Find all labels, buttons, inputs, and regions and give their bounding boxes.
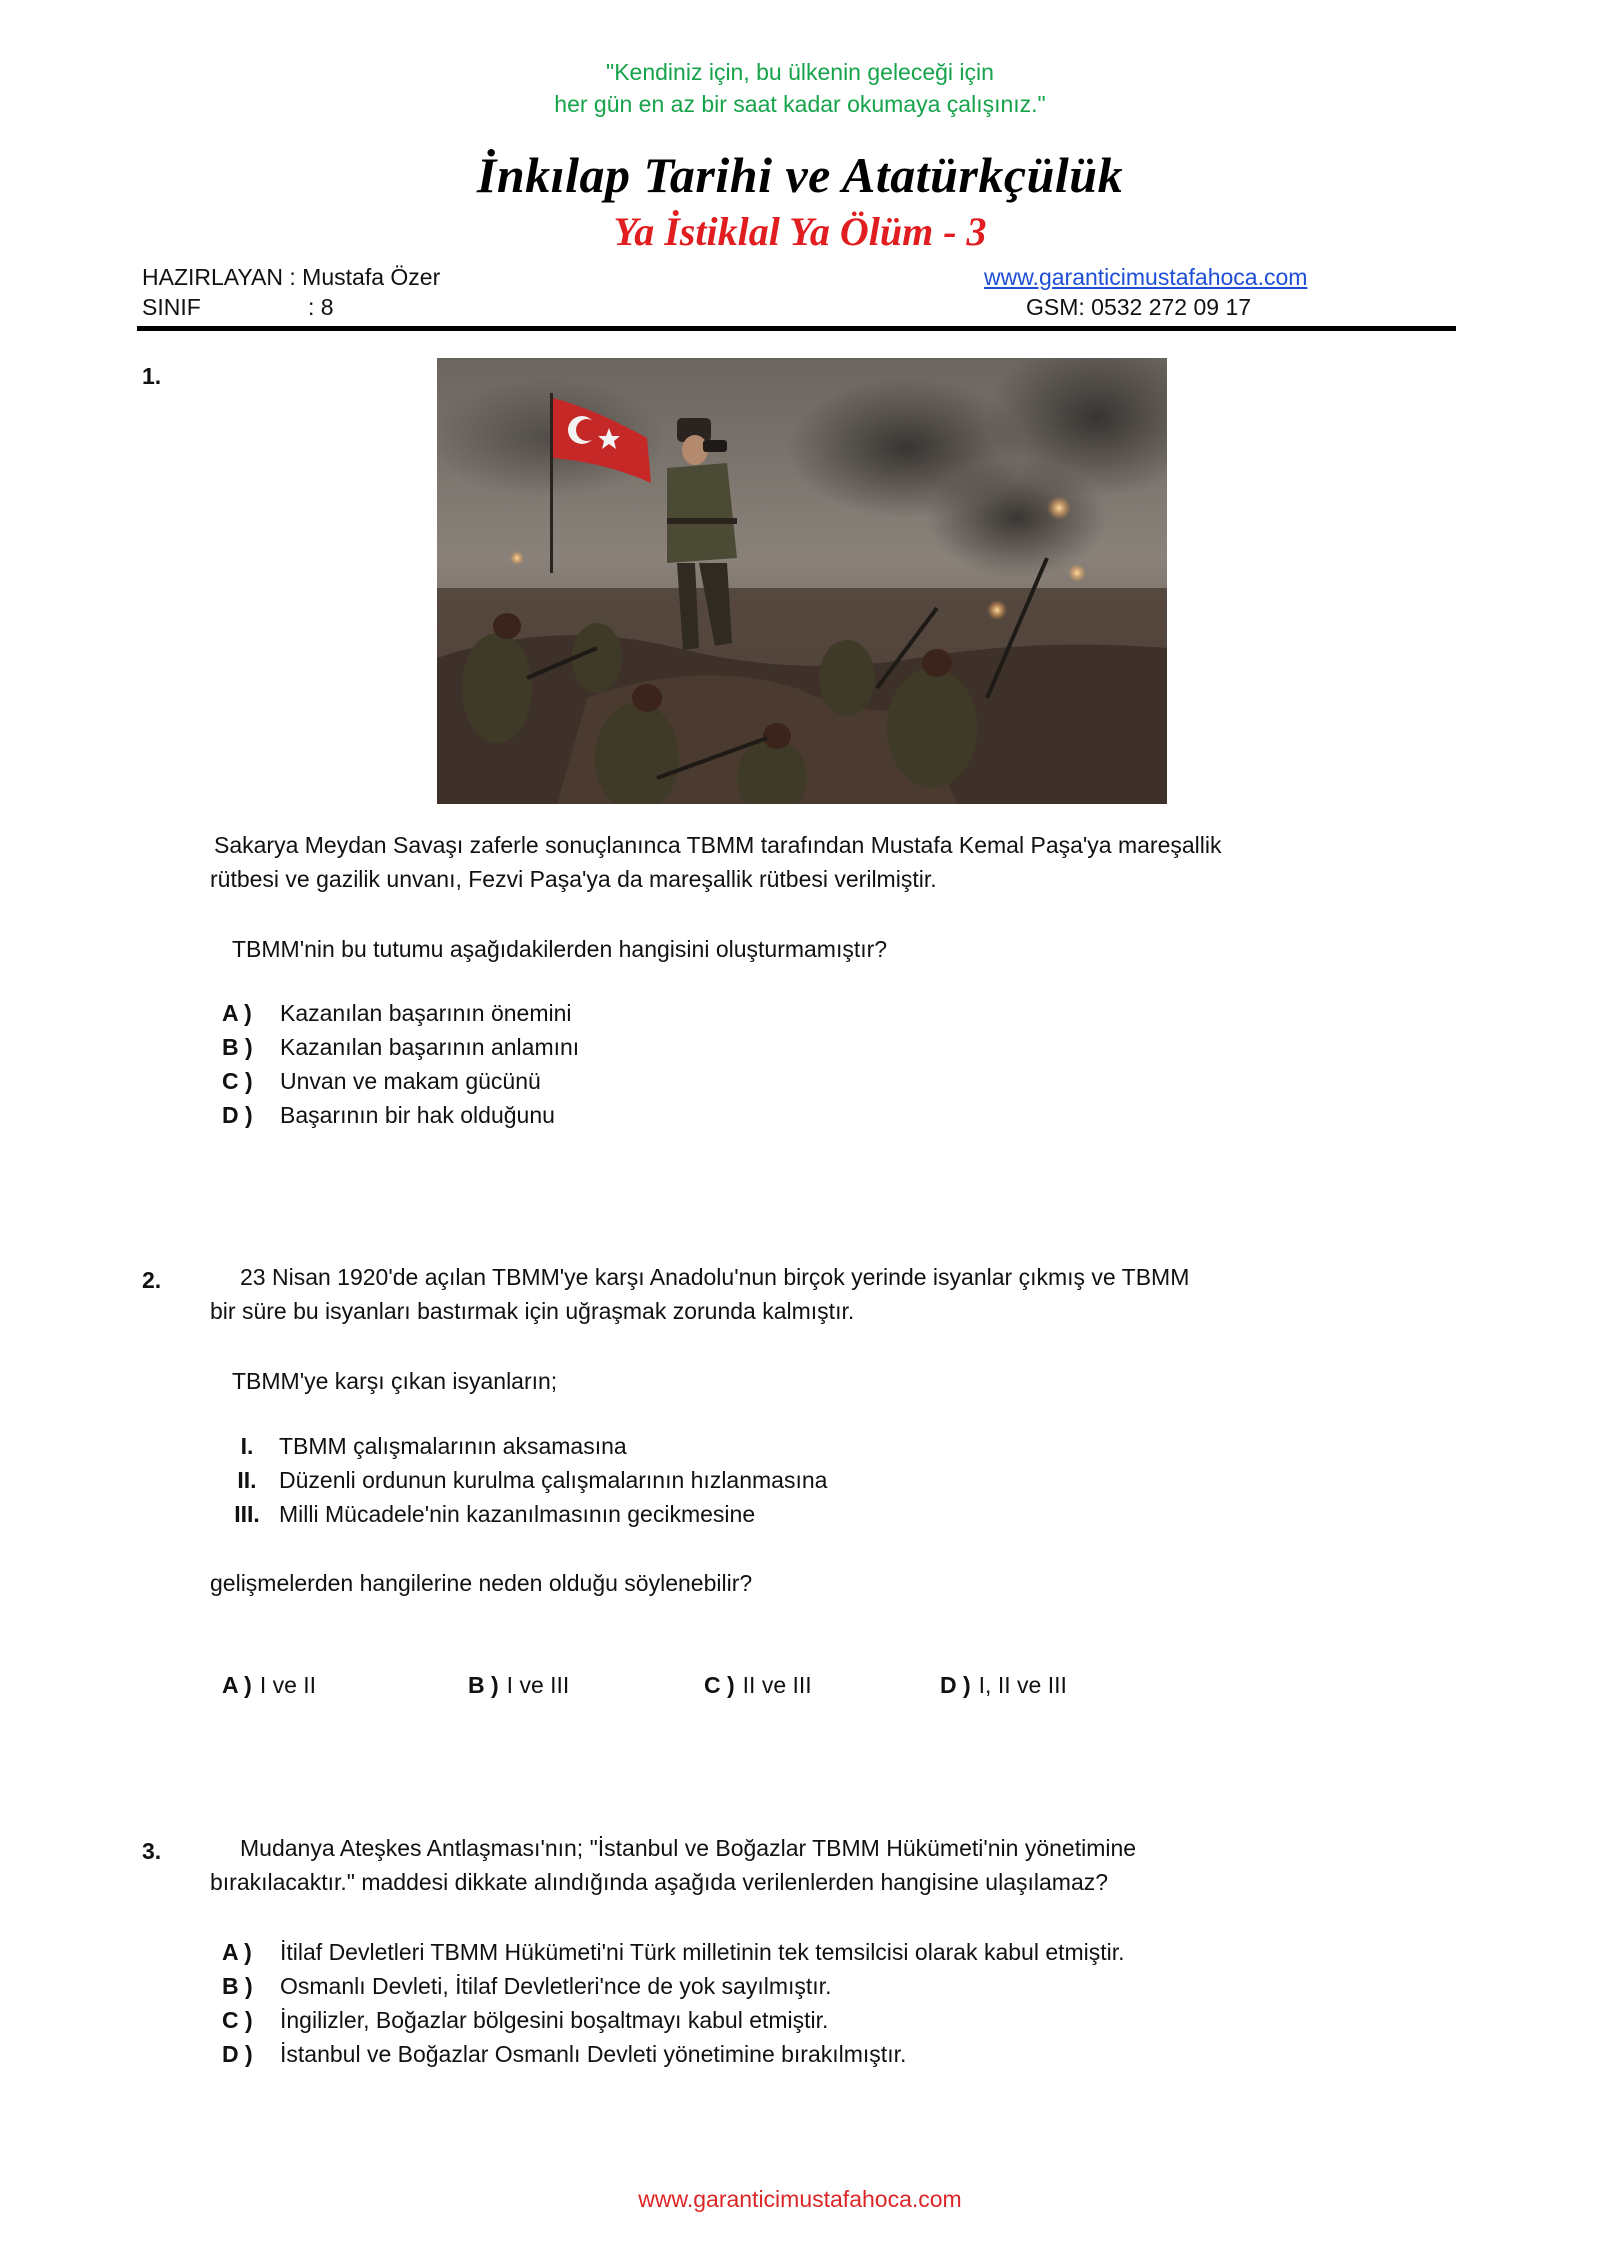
question-1-option-d[interactable] [222,1098,555,1132]
statement-text: TBMM çalışmalarının aksamasına [279,1433,627,1459]
question-1-stem-line-2: rütbesi ve gazilik unvanı, Fezvi Paşa'ya da mareşallik rütbesi verilmiştir. [210,866,937,892]
question-2-option-d[interactable] [940,1668,1067,1702]
option-text: Kazanılan başarının önemini [280,1000,572,1026]
question-2-statement-ii [215,1463,827,1497]
question-2-stem-line-1: 23 Nisan 1920'de açılan TBMM'ye karşı Anadolu'nun birçok yerinde isyanlar çıkmış ve TBMM [240,1264,1190,1290]
question-3-option-d[interactable] [222,2037,906,2071]
statement-label: II. [237,1467,257,1493]
question-2-number: 2. [142,1267,162,1293]
header-divider [137,326,1456,331]
author-line: HAZIRLAYAN : Mustafa Özer [142,264,441,290]
question-3-stem-line-2: bırakılacaktır." maddesi dikkate alındığında aşağıda verilenlerden hangisine ulaşılamaz? [210,1869,1109,1895]
option-label: D ) [940,1672,971,1698]
gsm-phone: GSM: 0532 272 09 17 [1026,294,1252,320]
motivational-quote-line-1: "Kendiniz için, bu ülkenin geleceği için [606,59,994,85]
motivational-quote-line-2: her gün en az bir saat kadar okumaya çalışınız." [554,91,1046,117]
option-label: D ) [222,2041,253,2067]
option-text: I ve III [506,1672,570,1698]
option-label: A ) [222,1939,252,1965]
option-label: C ) [222,1068,253,1094]
document-subtitle: Ya İstiklal Ya Ölüm - 3 [613,209,987,254]
option-label: B ) [222,1034,253,1060]
option-text: II ve III [742,1672,812,1698]
question-1-option-b[interactable] [222,1030,579,1064]
option-text: İstanbul ve Boğazlar Osmanlı Devleti yönetimine bırakılmıştır. [280,2041,907,2067]
question-1-option-c[interactable] [222,1064,541,1098]
question-2-statement-i [215,1429,627,1463]
option-label: A ) [222,1000,252,1026]
question-2-prompt: TBMM'ye karşı çıkan isyanların; [232,1368,558,1394]
option-text: I ve II [259,1672,317,1698]
question-2-option-c[interactable] [704,1668,812,1702]
document-title: İnkılap Tarihi ve Atatürkçülük [476,147,1124,203]
question-1-prompt: TBMM'nin bu tutumu aşağıdakilerden hangisini oluşturmamıştır? [232,936,888,962]
option-label: C ) [704,1672,735,1698]
question-3-option-a[interactable] [222,1935,1125,1969]
question-1-number: 1. [142,363,162,389]
option-label: A ) [222,1672,252,1698]
battle-painting-image [437,358,1167,804]
grade-label: SINIF [142,294,201,320]
option-text: Unvan ve makam gücünü [280,1068,541,1094]
option-label: D ) [222,1102,253,1128]
question-2-option-a[interactable] [222,1668,316,1702]
question-1-option-a[interactable] [222,996,572,1030]
option-text: Osmanlı Devleti, İtilaf Devletleri'nce de yok sayılmıştır. [280,1973,832,1999]
question-3-option-c[interactable] [222,2003,828,2037]
question-3-stem-line-1: Mudanya Ateşkes Antlaşması'nın; "İstanbul ve Boğazlar TBMM Hükümeti'nin yönetimine [240,1835,1137,1861]
website-link[interactable]: www.garanticimustafahoca.com [984,264,1308,290]
question-2-closing: gelişmelerden hangilerine neden olduğu söylenebilir? [210,1570,753,1596]
grade-value: : 8 [308,294,334,320]
question-2-statement-iii [215,1497,755,1531]
statement-text: Düzenli ordunun kurulma çalışmalarının hızlanmasına [279,1467,828,1493]
option-text: I, II ve III [978,1672,1067,1698]
statement-label: I. [240,1433,254,1459]
option-label: B ) [468,1672,499,1698]
question-2-stem-line-2: bir süre bu isyanları bastırmak için uğraşmak zorunda kalmıştır. [210,1298,855,1324]
statement-label: III. [234,1501,260,1527]
question-2-option-b[interactable] [468,1668,569,1702]
question-3-number: 3. [142,1838,162,1864]
option-text: Başarının bir hak olduğunu [280,1102,555,1128]
footer-website[interactable]: www.garanticimustafahoca.com [638,2186,962,2212]
option-text: İngilizler, Boğazlar bölgesini boşaltmayı kabul etmiştir. [280,2007,829,2033]
option-label: B ) [222,1973,253,1999]
option-text: Kazanılan başarının anlamını [280,1034,580,1060]
question-1-stem-line-1: Sakarya Meydan Savaşı zaferle sonuçlanınca TBMM tarafından Mustafa Kemal Paşa'ya mareşallik [214,832,1222,858]
option-label: C ) [222,2007,253,2033]
question-3-option-b[interactable] [222,1969,831,2003]
statement-text: Milli Mücadele'nin kazanılmasının gecikmesine [279,1501,756,1527]
option-text: İtilaf Devletleri TBMM Hükümeti'ni Türk milletinin tek temsilcisi olarak kabul etmiştir. [280,1939,1125,1965]
